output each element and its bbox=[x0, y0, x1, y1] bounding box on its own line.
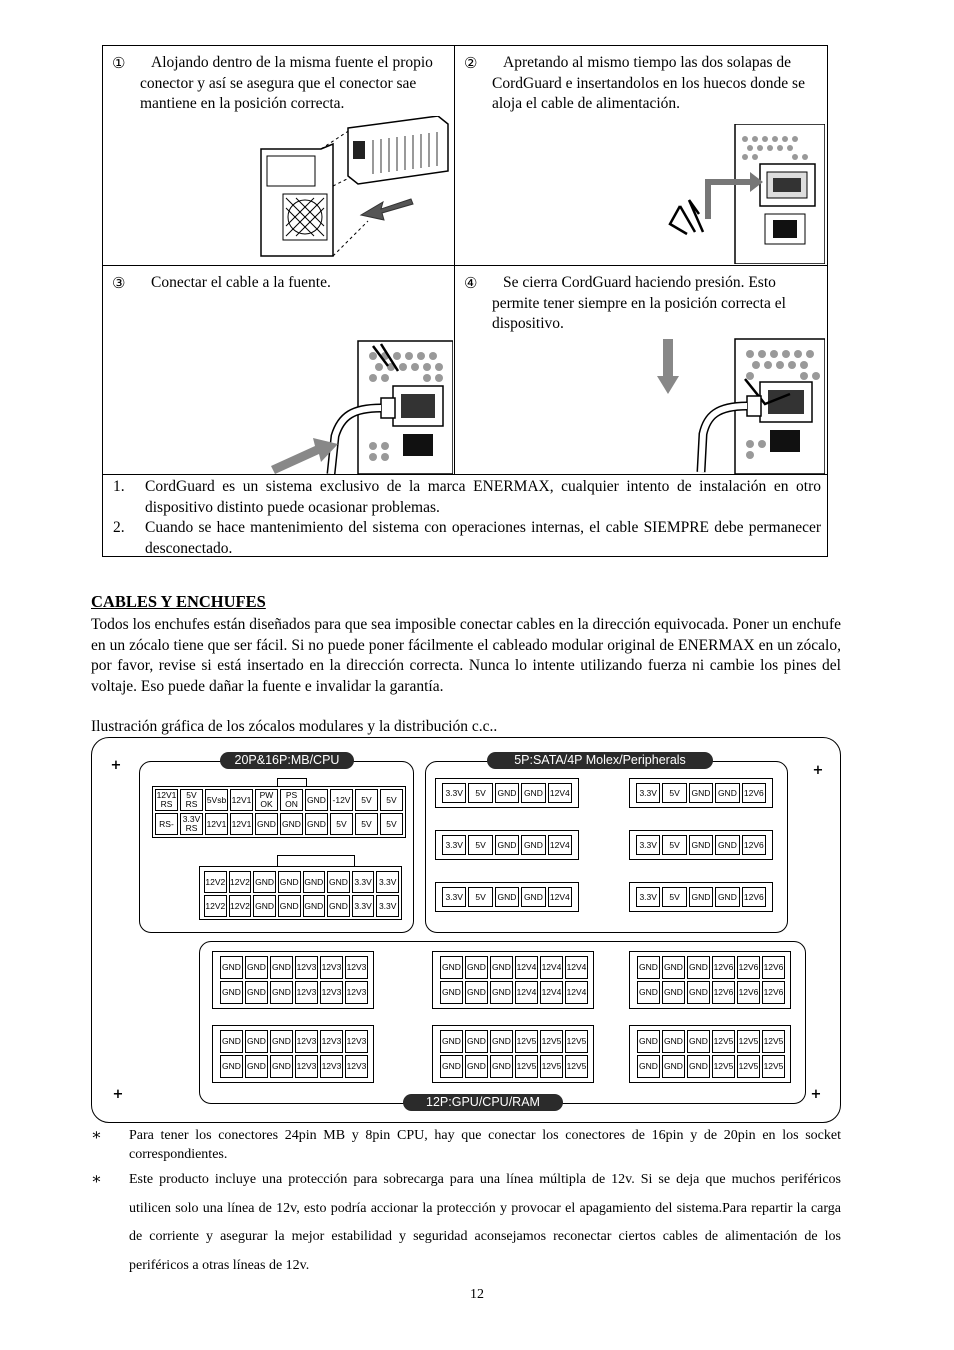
connector-pin: GND bbox=[303, 871, 326, 893]
connector-pin: GND bbox=[490, 1030, 513, 1053]
connector-pin: 3.3V bbox=[636, 835, 660, 855]
connector-pin: 5V bbox=[468, 835, 492, 855]
connector-pin: 5V bbox=[468, 783, 492, 803]
connector-pin: GND bbox=[689, 887, 713, 907]
cordguard-steps-table bbox=[102, 45, 828, 557]
connector-pin: 12V6 bbox=[742, 783, 766, 803]
connector-pin: GND bbox=[465, 956, 488, 979]
connector-pin: RS- bbox=[155, 813, 178, 835]
connector-pin: 12V3 bbox=[320, 956, 343, 979]
connector-pin: GND bbox=[245, 956, 268, 979]
connector-pin: 12V2 bbox=[204, 871, 227, 893]
mb20-socket bbox=[152, 786, 406, 838]
connector-pin: GND bbox=[280, 813, 303, 835]
sata-socket bbox=[629, 882, 773, 912]
connector-pin: GND bbox=[495, 835, 519, 855]
connector-pin: GND bbox=[465, 1055, 488, 1078]
gpu-socket bbox=[212, 951, 374, 1009]
connector-pin: 12V6 bbox=[737, 956, 760, 979]
connector-pin: GND bbox=[278, 871, 301, 893]
connector-pin: GND bbox=[305, 813, 328, 835]
connector-pin: GND bbox=[245, 1055, 268, 1078]
note-number: 1. bbox=[113, 478, 125, 495]
connector-pin: 5V bbox=[662, 835, 686, 855]
connector-pin: 12V6 bbox=[762, 981, 785, 1004]
cordguard-notes bbox=[109, 477, 821, 559]
connector-pin: 12V4 bbox=[515, 981, 538, 1004]
gpu-socket bbox=[432, 1025, 594, 1083]
connector-pin: GND bbox=[521, 783, 545, 803]
connector-pin: 12V2 bbox=[204, 895, 227, 917]
connector-pin: GND bbox=[220, 1030, 243, 1053]
connector-pin: GND bbox=[465, 1030, 488, 1053]
cable-connect-illustration bbox=[263, 336, 453, 474]
connector-pin: 3.3V bbox=[352, 871, 375, 893]
page-number: 12 bbox=[470, 1287, 484, 1302]
connector-pin: 5V RS bbox=[180, 789, 203, 811]
connector-pin: 12V3 bbox=[295, 981, 318, 1004]
connector-pin: 12V5 bbox=[712, 1055, 735, 1078]
mb-cpu-group-label: 20P&16P:MB/CPU bbox=[220, 752, 354, 769]
connector-pin: GND bbox=[662, 981, 685, 1004]
modular-socket-panel bbox=[91, 737, 841, 1123]
connector-pin: 12V3 bbox=[345, 1055, 368, 1078]
connector-pin: 3.3V bbox=[376, 895, 399, 917]
screw-icon: + bbox=[112, 1087, 124, 1102]
screw-icon: + bbox=[812, 763, 824, 778]
connector-pin: GND bbox=[495, 887, 519, 907]
connector-pin: GND bbox=[490, 981, 513, 1004]
connector-pin: 3.3V bbox=[442, 887, 466, 907]
connector-pin: 12V3 bbox=[295, 956, 318, 979]
connector-pin: GND bbox=[270, 1055, 293, 1078]
step-number: ③ bbox=[112, 276, 126, 292]
connector-pin: 5V bbox=[662, 783, 686, 803]
connector-pin: 3.3V bbox=[376, 871, 399, 893]
connector-pin: 12V5 bbox=[540, 1030, 563, 1053]
section-intro: Todos los enchufes están diseñados para que sea imposible conectar cables en la dirección equivocada. Poner un enchufe en un zócalo tiene que ser fácil. Si no puede poner fácilmente el cableado modular original de ENERMAX en un zócalo, por favor, revise si está insertado en la dirección correcta. Nunca lo intente utilizando fuerza ni cambie los pines del voltaje. Eso puede dañar la fuente e invalidar la garantía. bbox=[91, 616, 841, 695]
connector-pin: 12V3 bbox=[295, 1030, 318, 1053]
step-text: Apretando al mismo tiempo las dos solapas de CordGuard e insertandolos en los huecos donde se aloja el cable de alimentación. bbox=[492, 54, 805, 112]
connector-pin: GND bbox=[662, 1055, 685, 1078]
connector-pin: GND bbox=[303, 895, 326, 917]
step-cell-2 bbox=[455, 46, 829, 265]
connector-pin: GND bbox=[440, 981, 463, 1004]
connector-pin: 3.3V RS bbox=[180, 813, 203, 835]
connector-pin: GND bbox=[253, 871, 276, 893]
connector-pin: 12V1 bbox=[230, 813, 253, 835]
connector-pin: 12V6 bbox=[712, 981, 735, 1004]
connector-pin: 3.3V bbox=[636, 887, 660, 907]
connector-pin: GND bbox=[253, 895, 276, 917]
connector-pin: 3.3V bbox=[636, 783, 660, 803]
connector-pin: 12V4 bbox=[540, 981, 563, 1004]
note-item bbox=[109, 477, 821, 518]
connector-pin: 12V5 bbox=[540, 1055, 563, 1078]
connector-pin: GND bbox=[465, 981, 488, 1004]
connector-pin: 12V4 bbox=[548, 835, 572, 855]
connector-pin: 12V5 bbox=[762, 1030, 785, 1053]
cordguard-clip-illustration bbox=[665, 124, 825, 264]
connector-pin: 12V4 bbox=[565, 956, 588, 979]
step-text: Se cierra CordGuard haciendo presión. Esto permite tener siempre en la posición correcta el dispositivo. bbox=[492, 274, 786, 332]
connector-pin: GND bbox=[220, 956, 243, 979]
connector-pin: 12V6 bbox=[737, 981, 760, 1004]
connector-pin: 12V1 RS bbox=[156, 790, 177, 809]
connector-pin: GND bbox=[255, 813, 278, 835]
connector-pin: 12V5 bbox=[565, 1030, 588, 1053]
note-text: Cuando se hace mantenimiento del sistema con operaciones internas, el cable SIEMPRE debe permanecer desconectado. bbox=[145, 519, 821, 557]
connector-pin: GND bbox=[270, 956, 293, 979]
connector-pin: GND bbox=[245, 1030, 268, 1053]
asterisk-icon: ∗ bbox=[91, 1171, 102, 1188]
sata-socket bbox=[629, 778, 773, 808]
connector-pin: GND bbox=[689, 783, 713, 803]
connector-pin: 12V5 bbox=[737, 1055, 760, 1078]
connector-pin: GND bbox=[440, 956, 463, 979]
connector-pin: PS ON bbox=[280, 789, 303, 811]
connector-pin: GND bbox=[305, 789, 328, 811]
connector-pin: 5V bbox=[468, 887, 492, 907]
connector-pin: GND bbox=[715, 887, 739, 907]
connector-pin: GND bbox=[220, 981, 243, 1004]
step-number: ② bbox=[464, 56, 478, 72]
connector-pin: 5V bbox=[330, 813, 353, 835]
gpu-socket bbox=[629, 951, 791, 1009]
connector-pin: 12V4 bbox=[515, 956, 538, 979]
connector-pin: 12V4 bbox=[565, 981, 588, 1004]
connector-pin: 5V bbox=[355, 789, 378, 811]
psu-install-illustration bbox=[253, 116, 449, 261]
connector-pin: 3.3V bbox=[352, 895, 375, 917]
connector-pin: 12V6 bbox=[742, 835, 766, 855]
panel-caption: Ilustración gráfica de los zócalos modulares y la distribución c.c.. bbox=[91, 718, 498, 735]
connector-pin: GND bbox=[521, 835, 545, 855]
gpu-socket bbox=[212, 1025, 374, 1083]
connector-pin: GND bbox=[220, 1055, 243, 1078]
asterisk-icon: ∗ bbox=[91, 1127, 102, 1144]
cordguard-close-illustration bbox=[655, 334, 825, 474]
step-text: Alojando dentro de la misma fuente el propio conector y así se asegura que el conector sae mantiene en la posición correcta. bbox=[140, 54, 433, 112]
footnote bbox=[91, 1126, 841, 1164]
connector-pin: 12V5 bbox=[762, 1055, 785, 1078]
connector-pin: GND bbox=[637, 981, 660, 1004]
connector-pin: 12V2 bbox=[229, 871, 252, 893]
sata-group-label: 5P:SATA/4P Molex/Peripherals bbox=[487, 752, 713, 769]
connector-pin: GND bbox=[662, 1030, 685, 1053]
connector-pin: GND bbox=[687, 1030, 710, 1053]
connector-pin: -12V bbox=[330, 789, 353, 811]
connector-pin: GND bbox=[637, 956, 660, 979]
footnote bbox=[91, 1166, 841, 1280]
connector-pin: PW OK bbox=[255, 789, 278, 811]
connector-pin: 5V bbox=[380, 813, 403, 835]
note-number: 2. bbox=[113, 519, 125, 536]
connector-pin: 5V bbox=[355, 813, 378, 835]
connector-pin: 12V6 bbox=[762, 956, 785, 979]
connector-pin: 12V5 bbox=[515, 1055, 538, 1078]
connector-pin: 3.3V bbox=[442, 783, 466, 803]
screw-icon: + bbox=[110, 758, 122, 773]
mb16-socket bbox=[199, 866, 402, 920]
connector-pin: GND bbox=[327, 895, 350, 917]
connector-pin: GND bbox=[495, 783, 519, 803]
connector-pin: 12V4 bbox=[540, 956, 563, 979]
connector-pin: GND bbox=[662, 956, 685, 979]
sata-socket bbox=[435, 882, 579, 912]
footnote-text: Este producto incluye una protección para sobrecarga para una línea múltipla de 12v. Si se deja que muchos periféricos utilicen solo una línea de 12v, esto podría accionar la protección y provocar el apagamiento del sistema.Para repartir la carga de corriente y asegurar la mejor estabilidad y seguridad aconsejamos reconectar ciertos cables de alimentación de los periféricos a otras líneas de 12v. bbox=[129, 1172, 841, 1273]
connector-pin: 3.3V bbox=[442, 835, 466, 855]
gpu-socket bbox=[629, 1025, 791, 1083]
connector-pin: 5V bbox=[380, 789, 403, 811]
connector-pin: 12V3 bbox=[295, 1055, 318, 1078]
note-item bbox=[109, 518, 821, 559]
connector-pin: 5V bbox=[662, 887, 686, 907]
connector-pin: 12V5 bbox=[565, 1055, 588, 1078]
connector-pin: 5Vsb bbox=[205, 789, 228, 811]
sata-socket bbox=[435, 778, 579, 808]
connector-pin: 12V3 bbox=[345, 956, 368, 979]
connector-pin: 12V6 bbox=[712, 956, 735, 979]
connector-pin: GND bbox=[490, 956, 513, 979]
sata-socket bbox=[629, 830, 773, 860]
connector-pin: GND bbox=[270, 981, 293, 1004]
gpu-socket bbox=[432, 951, 594, 1009]
connector-pin: GND bbox=[490, 1055, 513, 1078]
connector-pin: 12V3 bbox=[320, 1030, 343, 1053]
connector-pin: GND bbox=[440, 1030, 463, 1053]
connector-pin: GND bbox=[715, 835, 739, 855]
connector-pin: 12V1 bbox=[205, 813, 228, 835]
connector-pin: 12V4 bbox=[548, 887, 572, 907]
connector-pin: GND bbox=[440, 1055, 463, 1078]
note-text: CordGuard es un sistema exclusivo de la marca ENERMAX, cualquier intento de instalación en otro dispositivo distinto puede ocasionar problemas. bbox=[145, 478, 821, 516]
connector-pin: GND bbox=[687, 956, 710, 979]
connector-pin: GND bbox=[687, 981, 710, 1004]
step-cell-3 bbox=[103, 266, 454, 475]
connector-pin: GND bbox=[521, 887, 545, 907]
connector-pin: GND bbox=[687, 1055, 710, 1078]
connector-pin: GND bbox=[278, 895, 301, 917]
connector-pin: GND bbox=[689, 835, 713, 855]
section-title: CABLES Y ENCHUFES bbox=[91, 592, 266, 611]
connector-pin: 12V3 bbox=[345, 1030, 368, 1053]
sata-socket bbox=[435, 830, 579, 860]
footnote-text: Para tener los conectores 24pin MB y 8pin CPU, hay que conectar los conectores de 16pin y de 20pin en los socket correspondientes. bbox=[129, 1128, 841, 1162]
step-number: ① bbox=[112, 56, 126, 72]
connector-pin: GND bbox=[270, 1030, 293, 1053]
step-cell-4 bbox=[455, 266, 829, 475]
connector-pin: GND bbox=[245, 981, 268, 1004]
connector-pin: 12V3 bbox=[345, 981, 368, 1004]
connector-pin: 12V3 bbox=[320, 1055, 343, 1078]
connector-pin: 12V5 bbox=[737, 1030, 760, 1053]
connector-pin: 12V4 bbox=[548, 783, 572, 803]
connector-pin: GND bbox=[327, 871, 350, 893]
connector-pin: GND bbox=[637, 1030, 660, 1053]
step-number: ④ bbox=[464, 276, 478, 292]
connector-pin: 12V1 bbox=[230, 789, 253, 811]
connector-pin: GND bbox=[637, 1055, 660, 1078]
step-cell-1 bbox=[103, 46, 454, 265]
connector-pin: 12V3 bbox=[320, 981, 343, 1004]
connector-pin: 12V5 bbox=[712, 1030, 735, 1053]
screw-icon: + bbox=[810, 1087, 822, 1102]
connector-pin: GND bbox=[715, 783, 739, 803]
connector-pin: 12V2 bbox=[229, 895, 252, 917]
step-text: Conectar el cable a la fuente. bbox=[151, 274, 331, 291]
connector-pin: 12V6 bbox=[742, 887, 766, 907]
gpu-group-label: 12P:GPU/CPU/RAM bbox=[403, 1094, 563, 1111]
connector-pin: 12V5 bbox=[515, 1030, 538, 1053]
